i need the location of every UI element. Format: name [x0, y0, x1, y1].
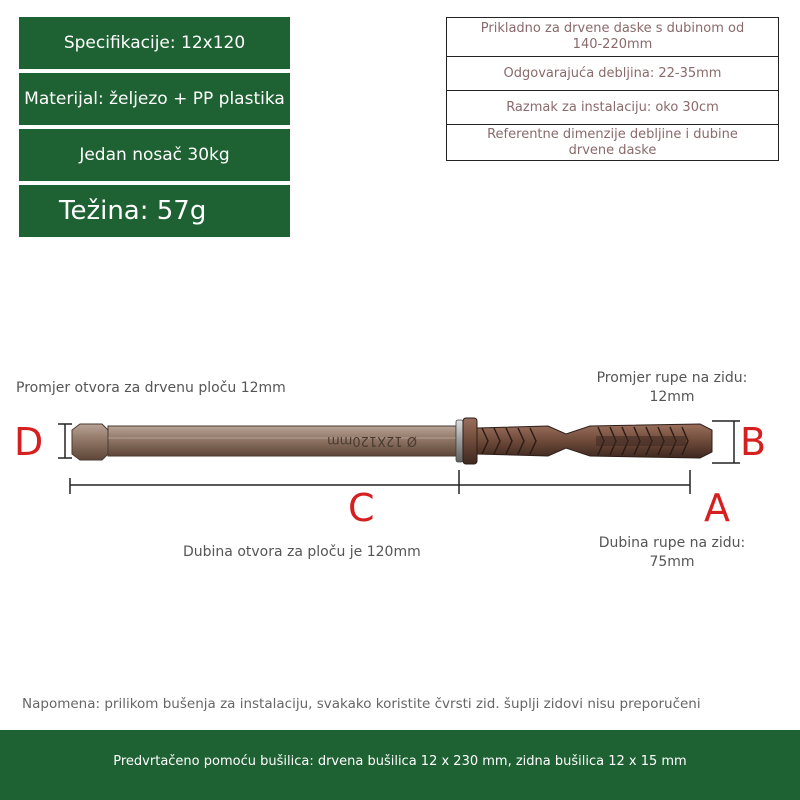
dimension-c-line	[70, 470, 459, 494]
spec-text: Specifikacije: 12x120	[63, 33, 246, 53]
dimension-letter-b: B	[740, 420, 767, 464]
spec-text: Materijal: željezo + PP plastika	[24, 89, 285, 109]
caption-text: Promjer otvora za drvenu ploču 12mm	[16, 380, 286, 396]
dimension-b-marker	[712, 421, 740, 463]
info-text: Odgovarajuća debljina: 22-35mm	[503, 65, 722, 81]
dimension-letter-c: C	[348, 486, 375, 530]
spec-text: Težina: 57g	[59, 196, 207, 226]
washer	[456, 420, 463, 462]
dimension-a-line	[459, 470, 690, 494]
plug-collar	[463, 418, 477, 464]
spec-text: Jedan nosač 30kg	[79, 145, 230, 165]
footer-banner	[0, 730, 800, 800]
caption-value: 12mm	[649, 389, 695, 405]
info-text: Razmak za instalaciju: oko 30cm	[506, 99, 719, 115]
dimension-d-marker	[58, 424, 72, 458]
rod-engraving: Ø 12X120mm	[327, 433, 417, 448]
dimension-letter-d: D	[14, 420, 44, 464]
rod-head	[72, 424, 108, 460]
footer-text: Predvrtačeno pomoću bušilica: drvena bušilica 12 x 230 mm, zidna bušilica 12 x 15 mm	[113, 754, 687, 769]
info-text: Prikladno za drvene daske s dubinom od 140-220mm	[480, 21, 745, 52]
dimension-letter-a: A	[704, 486, 730, 530]
info-text: Referentne dimenzije debljine i dubine drvene daske	[487, 126, 738, 158]
caption-value: 75mm	[649, 554, 695, 570]
installation-note: Napomena: prilikom bušenja za instalaciju, svakako koristite čvrsti zid. šuplji zidovi nisu preporučeni	[22, 696, 701, 712]
caption-text: Promjer rupe na zidu:	[596, 370, 748, 386]
caption-text: Dubina otvora za ploču je 120mm	[183, 544, 421, 560]
caption-text: Dubina rupe na zidu:	[598, 535, 746, 551]
